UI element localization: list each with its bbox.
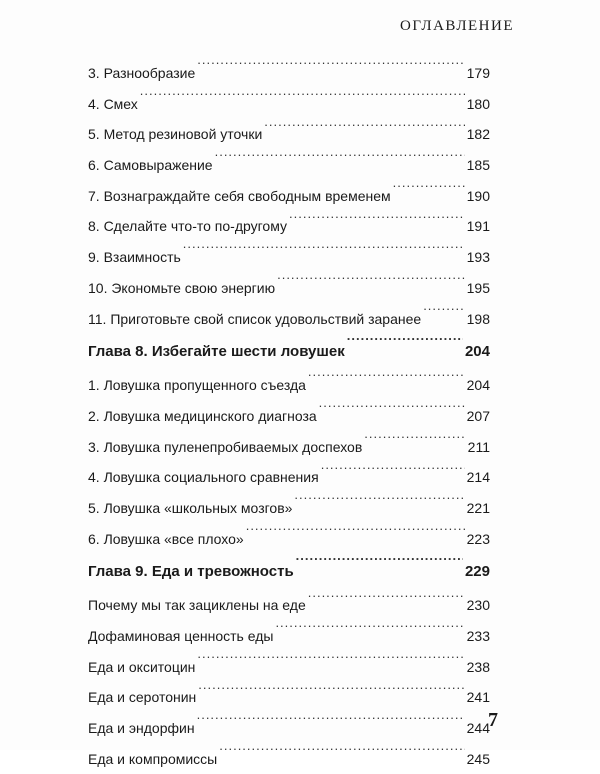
toc-entry-page: 221 — [466, 499, 490, 516]
toc-chapter-row — [88, 334, 490, 370]
toc-entry-page: 182 — [466, 126, 490, 143]
dot-leader — [319, 403, 465, 421]
toc-entry-row — [88, 401, 490, 432]
running-head: ОГЛАВЛЕНИЕ — [400, 18, 514, 34]
page-number: 7 — [488, 709, 498, 731]
toc-chapter-row — [88, 554, 490, 590]
toc-entry-title: 5. Ловушка «школьных мозгов» — [88, 499, 293, 516]
toc-entry-title: 4. Смех — [88, 95, 138, 112]
dot-leader — [264, 121, 464, 139]
dot-leader — [246, 526, 465, 544]
toc-entry-title: Еда и серотонин — [88, 689, 197, 706]
dot-leader — [321, 464, 465, 482]
dot-leader — [197, 654, 464, 672]
toc-entry-page: 198 — [466, 310, 490, 327]
dot-leader — [347, 338, 463, 356]
toc-entry-page: 238 — [466, 658, 490, 675]
toc-entry-row — [88, 652, 490, 683]
toc-entry-title: 4. Ловушка социального сравнения — [88, 469, 319, 486]
toc-entry-row — [88, 713, 490, 744]
toc-entry-row — [88, 211, 490, 242]
dot-leader — [364, 434, 465, 452]
toc-entry-page: 223 — [466, 530, 490, 547]
toc-entry-title: 10. Экономьте свою энергию — [88, 279, 276, 296]
dot-leader — [393, 183, 465, 201]
toc-entry-title: 11. Приготовьте свой список удовольствий заранее — [88, 310, 422, 327]
toc-entry-title: 9. Взаимность — [88, 249, 181, 266]
toc-entry-row — [88, 89, 490, 120]
toc-entry-page: 245 — [466, 750, 490, 767]
dot-leader — [275, 623, 464, 641]
toc-entry-title: Еда и эндорфин — [88, 720, 195, 737]
toc-entry-page: 180 — [466, 95, 490, 112]
toc-entry-title: 6. Самовыражение — [88, 157, 213, 174]
toc-entry-page: 195 — [466, 279, 490, 296]
dot-leader — [296, 558, 463, 576]
toc-entry-title: 3. Ловушка пуленепробиваемых доспехов — [88, 438, 363, 455]
toc-entry-row — [88, 181, 490, 212]
toc-entry-title: Глава 8. Избегайте шести ловушек — [88, 343, 345, 361]
toc-entry-title: Дофаминовая ценность еды — [88, 628, 274, 644]
toc-entry-page: 241 — [466, 689, 490, 706]
toc-entry-page: 244 — [466, 720, 490, 737]
toc-entry-title: 8. Сделайте что-то по-другому — [88, 218, 287, 235]
toc-entry-row — [88, 150, 490, 181]
toc-entry-page: 211 — [467, 438, 490, 455]
dot-leader — [294, 495, 464, 513]
dot-leader — [289, 213, 465, 231]
toc-entry-row — [88, 493, 490, 524]
toc-entry-row — [88, 370, 490, 401]
toc-entry-title: Почему мы так зациклены на еде — [88, 597, 306, 614]
toc-entry-title: 5. Метод резиновой уточки — [88, 126, 263, 143]
toc-entry-row — [88, 304, 490, 335]
toc-entry-row — [88, 590, 490, 621]
dot-leader — [277, 275, 465, 293]
toc-entry-row — [88, 432, 490, 463]
toc-entry-title: Глава 9. Еда и тревожность — [88, 563, 294, 581]
toc-entry-title: Еда и окситоцин — [88, 658, 196, 675]
toc-entry-row — [88, 242, 490, 273]
toc-entry-row — [88, 273, 490, 304]
toc-entry-row — [88, 744, 490, 774]
dot-leader — [308, 592, 465, 610]
toc-entry-page: 229 — [464, 563, 490, 581]
toc-entry-row — [88, 621, 490, 652]
toc-entry-page: 190 — [466, 187, 490, 204]
dot-leader — [197, 715, 465, 733]
toc-entry-page: 204 — [466, 377, 490, 394]
dot-leader — [197, 60, 464, 78]
toc-entry-row — [88, 58, 490, 89]
toc-entry-page: 214 — [466, 469, 490, 486]
toc-entry-page: 233 — [466, 628, 490, 644]
toc-entry-title: 1. Ловушка пропущенного съезда — [88, 377, 306, 394]
toc-entry-row — [88, 462, 490, 493]
dot-leader — [198, 684, 464, 702]
dot-leader — [219, 746, 464, 764]
toc-entry-row — [88, 119, 490, 150]
toc-entry-title: Еда и компромиссы — [88, 750, 218, 767]
toc-entry-row — [88, 524, 490, 555]
toc-entry-page: 185 — [466, 157, 490, 174]
toc-entry-page: 191 — [466, 218, 490, 235]
dot-leader — [140, 91, 465, 109]
toc-entry-title: 7. Вознаграждайте себя свободным временем — [88, 187, 391, 204]
toc-entry-page: 204 — [464, 343, 490, 361]
dot-leader — [183, 244, 465, 262]
toc-entry-title: 6. Ловушка «все плохо» — [88, 530, 244, 547]
toc-entry-page: 207 — [466, 407, 490, 424]
dot-leader — [308, 372, 465, 390]
table-of-contents — [88, 58, 490, 774]
dot-leader — [423, 306, 464, 324]
toc-entry-page: 230 — [466, 597, 490, 614]
toc-entry-row — [88, 682, 490, 713]
toc-entry-page: 193 — [466, 249, 490, 266]
dot-leader — [215, 152, 465, 170]
toc-entry-title: 3. Разнообразие — [88, 65, 196, 81]
toc-entry-page: 179 — [466, 65, 490, 81]
toc-entry-title: 2. Ловушка медицинского диагноза — [88, 407, 317, 424]
